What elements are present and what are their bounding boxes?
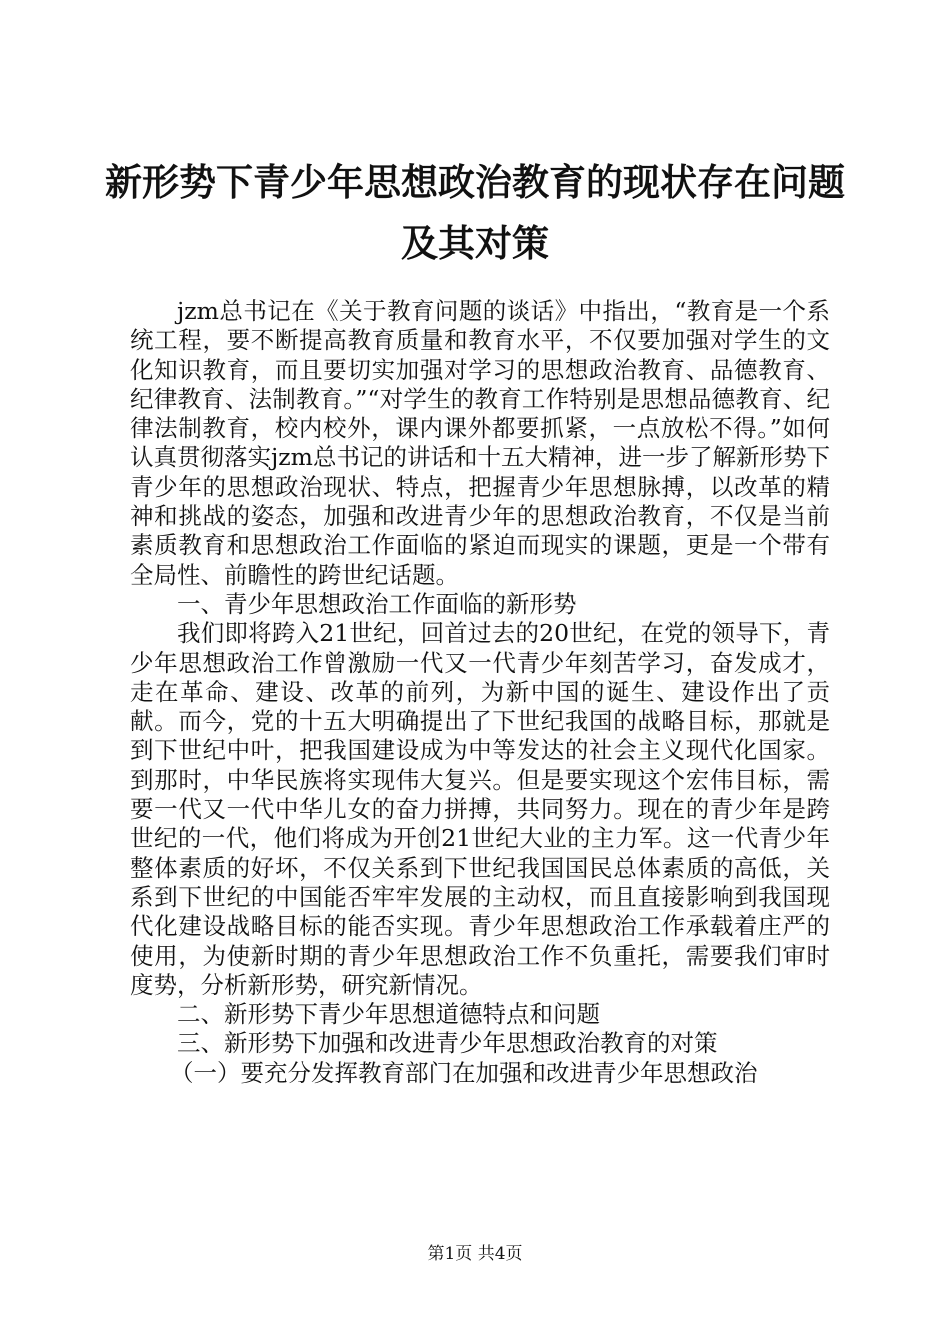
- page-footer: 第1页 共4页: [427, 1244, 523, 1264]
- document-body: [130, 297, 830, 1088]
- section-heading-3: 三、新形势下加强和改进青少年思想政治教育的对策: [177, 1029, 718, 1058]
- section-heading-1: 一、青少年思想政治工作面临的新形势: [177, 589, 577, 618]
- section-heading-2: 二、新形势下青少年思想道德特点和问题: [177, 1000, 600, 1029]
- document-title-line-2: 及其对策: [401, 221, 549, 265]
- body-paragraph-section-1: 我们即将跨入21世纪，回首过去的20世纪，在党的领导下，青少年思想政治工作曾激励一代又一代青少年刻苦学习，奋发成才，走在革命、建设、改革的前列，为新中国的诞生、建设作出了贡献。而今，党的十五大明确提出了下世纪我国的战略目标，那就是到下世纪中叶，把我国建设成为中等发达的社会主义现代化国家。到那时，中华民族将实现伟大复兴。但是要实现这个宏伟目标，需要一代又一代中华儿女的奋力拼搏，共同努力。现在的青少年是跨世纪的一代，他们将成为开创21世纪大业的主力军。这一代青少年整体素质的好坏，不仅关系到下世纪我国国民总体素质的高低，关系到下世纪的中国能否牢牢发展的主动权，而且直接影响到我国现代化建设战略目标的能否实现。青少年思想政治工作承载着庄严的使用，为使新时期的青少年思想政治工作不负重托，需要我们审时度势，分析新形势，研究新情况。: [130, 619, 830, 999]
- document-title-line-1: 新形势下青少年思想政治教育的现状存在问题: [105, 160, 845, 204]
- subsection-heading-1: （一）要充分发挥教育部门在加强和改进青少年思想政治: [170, 1058, 758, 1087]
- body-paragraph-intro: jzm总书记在《关于教育问题的谈话》中指出，“教育是一个系统工程，要不断提高教育质量和教育水平，不仅要加强对学生的文化知识教育，而且要切实加强对学习的思想政治教育、品德教育、纪律教育、法制教育。”“对学生的教育工作特别是思想品德教育、纪律法制教育，校内校外，课内课外都要抓紧，一点放松不得。”如何认真贯彻落实jzm总书记的讲话和十五大精神，进一步了解新形势下青少年的思想政治现状、特点，把握青少年思想脉搏，以改革的精神和挑战的姿态，加强和改进青少年的思想政治教育，不仅是当前素质教育和思想政治工作面临的紧迫而现实的课题，更是一个带有全局性、前瞻性的跨世纪话题。: [130, 297, 830, 589]
